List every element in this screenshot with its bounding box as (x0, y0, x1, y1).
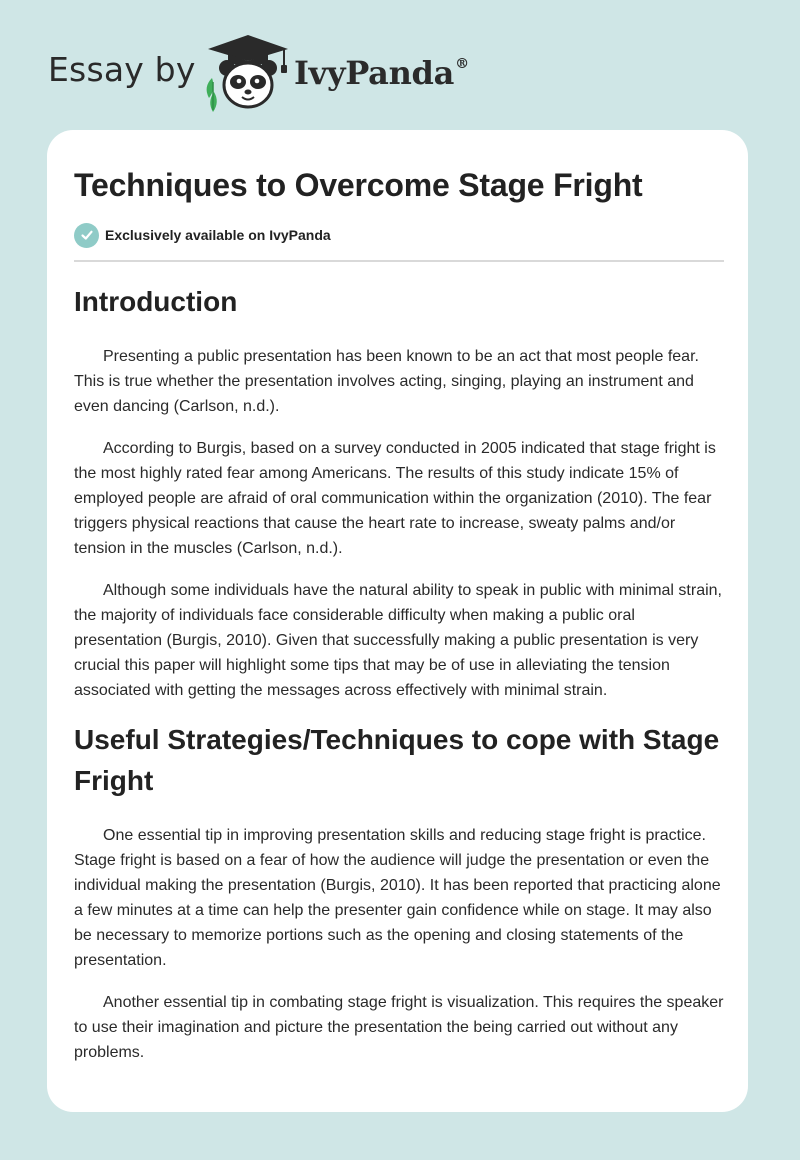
site-header (48, 32, 548, 112)
paragraph: Although some individuals have the natural ability to speak in public with minimal strain, the majority of individuals face considerable difficulty when making a public oral presentation (Burgis, 2010). Given that successfully making a public presentation is very crucial this paper will highlight some tips that may be of use in alleviating the tension associated with getting the messages across effectively with minimal strain. (74, 582, 722, 700)
essay-content (74, 166, 724, 1065)
section-heading-introduction: Introduction (74, 286, 238, 318)
paragraph: One essential tip in improving presentation skills and reducing stage fright is practice. Stage fright is based on a fear of how the audience will judge the presentation or even the individual making the presentation (Burgis, 2010). It has been reported that practicing alone a few minutes at a time can help the presenter gain confidence while on stage. It may also be necessary to memorize portions such as the opening and closing statements of the presentation. (74, 827, 721, 970)
brand-name[interactable]: IvyPanda® (294, 54, 469, 92)
check-circle-icon (74, 223, 99, 248)
essay-title: Techniques to Overcome Stage Fright (74, 167, 643, 203)
title-divider (74, 260, 724, 262)
essay-card (47, 130, 748, 1112)
paragraph: According to Burgis, based on a survey conducted in 2005 indicated that stage fright is the most highly rated fear among Americans. The results of this study indicate 15% of employed people are afraid of oral communication within the organization (2010). The fear triggers physical reactions that cause the heart rate to increase, sweaty palms and/or tension in the muscles (Carlson, n.d.). (74, 440, 716, 558)
exclusive-badge-label: Exclusively available on IvyPanda (105, 227, 331, 244)
paragraph: Another essential tip in combating stage fright is visualization. This requires the speaker to use their imagination and picture the presentation the being carried out without any problems. (74, 994, 724, 1062)
paragraph: Presenting a public presentation has been known to be an act that most people fear. This is true whether the presentation involves acting, singing, playing an instrument and even dancing (Carlson, n.d.). (74, 348, 699, 416)
exclusive-badge (74, 222, 724, 248)
essay-by-label: Essay by (48, 50, 196, 89)
registered-mark: ® (455, 56, 469, 72)
section-heading-strategies: Useful Strategies/Techniques to cope with Stage Fright (74, 724, 720, 797)
panda-graduate-logo-icon[interactable] (200, 32, 296, 112)
